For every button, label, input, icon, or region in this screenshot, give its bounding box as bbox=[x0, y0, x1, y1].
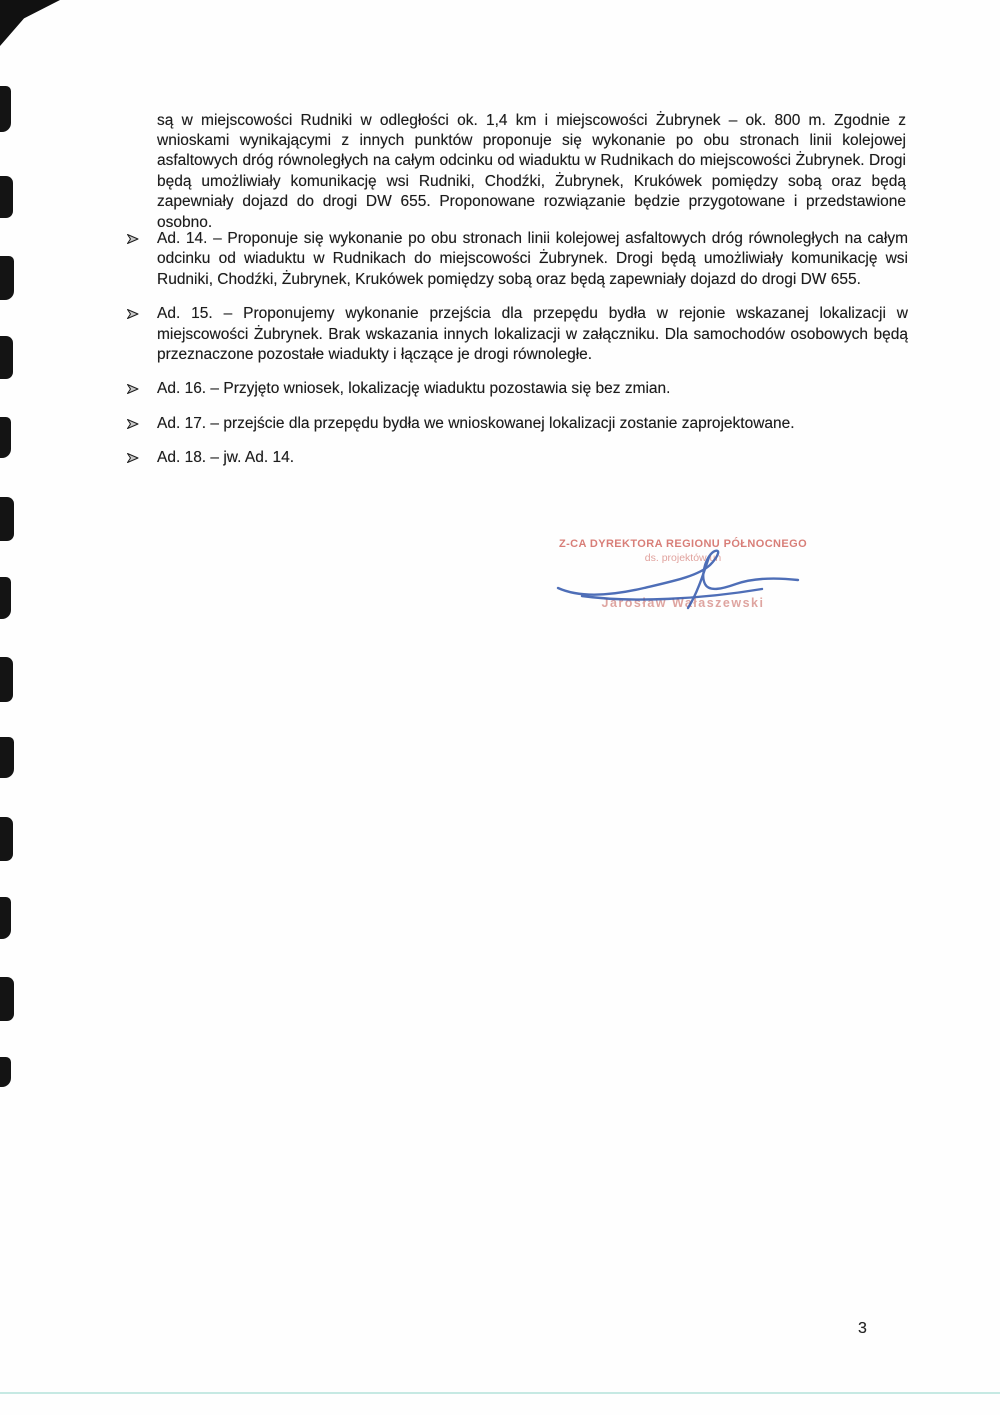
signatory-name: Jarosław Wałaszewski bbox=[601, 596, 765, 610]
response-list bbox=[157, 229, 908, 483]
scan-artifact-mark bbox=[0, 336, 13, 379]
list-item-ad-16 bbox=[157, 379, 908, 399]
scan-artifact-mark bbox=[0, 256, 14, 300]
scan-artifact-mark bbox=[0, 577, 11, 619]
list-item-ad-15 bbox=[157, 304, 908, 365]
scan-artifact-mark bbox=[0, 86, 11, 132]
bullet-arrow-icon bbox=[126, 417, 140, 431]
scan-artifact-mark bbox=[0, 497, 14, 541]
list-item-text: Ad. 16. – Przyjęto wniosek, lokalizację wiaduktu pozostawia się bez zmian. bbox=[157, 380, 671, 398]
bullet-arrow-icon bbox=[126, 451, 140, 465]
list-item-ad-18 bbox=[157, 448, 908, 468]
handwritten-signature bbox=[552, 546, 818, 612]
scan-artifact-corner bbox=[0, 0, 60, 46]
scan-artifact-mark bbox=[0, 1057, 11, 1087]
stamp-subtitle-line: ds. projektów un bbox=[644, 552, 722, 564]
bullet-arrow-icon bbox=[126, 382, 140, 396]
scan-artifact-mark bbox=[0, 897, 11, 939]
page-number: 3 bbox=[858, 1320, 867, 1337]
bottom-scan-divider-line bbox=[0, 1392, 1000, 1394]
scan-artifact-mark bbox=[0, 176, 13, 218]
scan-artifact-mark bbox=[0, 417, 11, 458]
scan-artifact-mark bbox=[0, 817, 13, 861]
list-item-text: Ad. 17. – przejście dla przepędu bydła we wnioskowanej lokalizacji zostanie zaprojektowane. bbox=[157, 414, 795, 432]
bullet-arrow-icon bbox=[126, 232, 140, 246]
bullet-arrow-icon bbox=[126, 307, 140, 321]
list-item-text: Ad. 14. – Proponuje się wykonanie po obu stronach linii kolejowej asfaltowych dróg równoległych na całym odcinku od wiaduktu w Rudnikach do miejscowości Żubrynek. Drogi będą umożliwiały komunikację wsi Rudniki, Chodźki, Żubrynek, Krukówek pomiędzy sobą oraz będą zapewniały dojazd do drogi DW 655. bbox=[157, 230, 908, 288]
list-item-ad-17 bbox=[157, 414, 908, 434]
scan-artifact-mark bbox=[0, 737, 14, 778]
list-item-ad-14 bbox=[157, 229, 908, 290]
list-item-text: Ad. 18. – jw. Ad. 14. bbox=[157, 449, 295, 467]
intro-paragraph: są w miejscowości Rudniki w odległości ok. 1,4 km i miejscowości Żubrynek – ok. 800 m. Zgodnie z wnioskami wynikającymi z innych punktów proponuje się wykonanie po obu stronach linii kolejowej asfaltowych dróg równoległych na całym odcinku od wiaduktu w Rudnikach do miejscowości Żubrynek. Drogi będą umożliwiały komunikację wsi Rudniki, Chodźki, Żubrynek, Krukówek pomiędzy sobą oraz będą zapewniały dojazd do drogi DW 655. Proponowane rozwiązanie będzie przygotowane i przedstawione osobno. bbox=[157, 111, 906, 231]
stamp-title-line: Z-CA DYREKTORA REGIONU PÓŁNOCNEGO bbox=[558, 538, 808, 550]
list-item-text: Ad. 15. – Proponujemy wykonanie przejścia dla przepędu bydła w rejonie wskazanej lokalizacji w miejscowości Żubrynek. Brak wskazania innych lokalizacji w załączniku. Dla samochodów osobowych będą przeznaczone pozostałe wiadukty i łączące je drogi równoległe. bbox=[157, 305, 908, 364]
scan-artifact-mark bbox=[0, 977, 14, 1021]
scan-artifact-mark bbox=[0, 657, 13, 702]
